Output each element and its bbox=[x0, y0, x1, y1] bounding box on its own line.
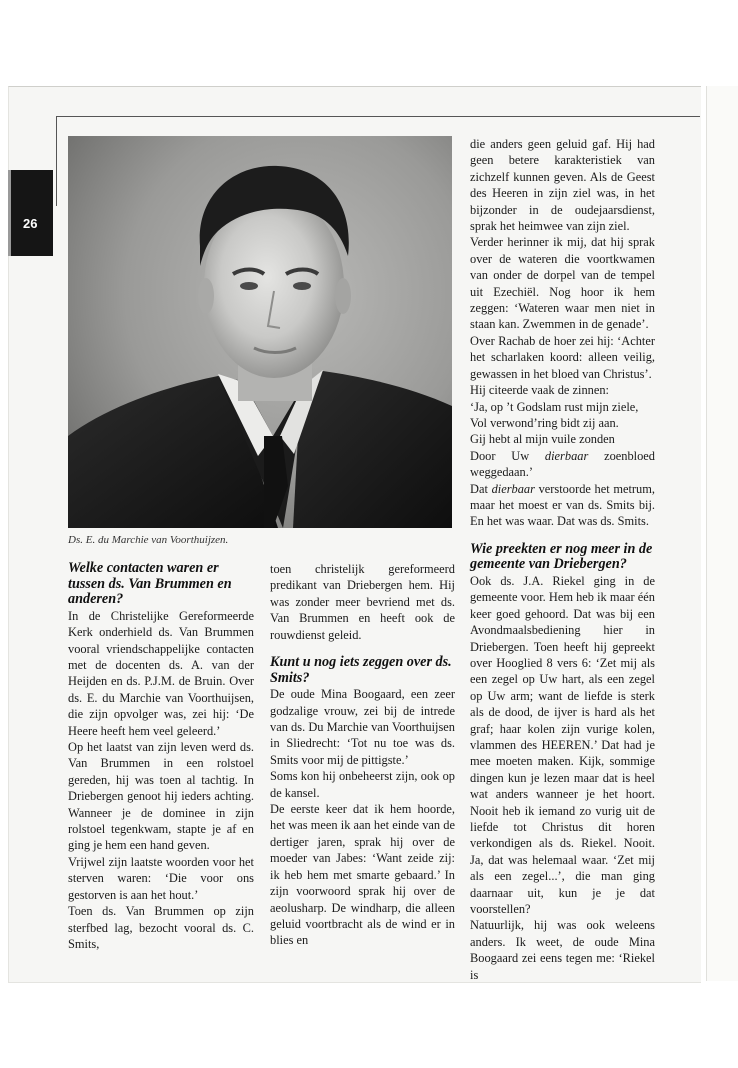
portrait-photo bbox=[68, 136, 452, 528]
paragraph: Vrijwel zijn laatste woorden voor het sterven waren: ‘Die voor ons gestorven is aan het hout.’ bbox=[68, 854, 254, 902]
paragraph: toen christelijk gereformeerd predikant van Driebergen hem. Hij was zonder meer bevriend met ds. Van Brummen en heeft ook de rouwdienst geleid. bbox=[270, 562, 455, 642]
left-rule bbox=[56, 116, 57, 206]
verse-emphasis: dierbaar bbox=[544, 448, 589, 463]
section-heading-smits: Kunt u nog iets zeggen over ds. Smits? bbox=[270, 654, 452, 686]
column-3 bbox=[470, 136, 655, 983]
paragraph bbox=[470, 481, 655, 530]
verse-text: zoenbloed weggedaan.’ bbox=[470, 448, 655, 480]
paragraph: In de Christelijke Gereformeerde Kerk onderhield ds. Van Brummen vooral vriendschappelijke contacten met de docenten ds. A. van der Heijden en ds. P.J.M. de Bruin. Over ds. E. du Marchie van Voorthuijsen, die zijn opvolger was, zei hij: ‘De Heere heeft hem veel geleerd.’ bbox=[68, 608, 254, 738]
top-rule bbox=[56, 116, 700, 117]
paragraph: Verder herinner ik mij, dat hij sprak over de wateren die voortkwamen van onder de dorpel van de tempel uit Ezechiël. Nog hoor ik hem zeggen: ‘Wateren waar men niet in staan kan. Zwemmen in de genade’. bbox=[470, 235, 655, 332]
page-number-tab bbox=[8, 170, 53, 256]
verse-text: Door Uw bbox=[470, 448, 545, 463]
paragraph: De oude Mina Boogaard, een zeer godzalige vrouw, zei bij de intrede van ds. Du Marchie van Voorthuijsen in Sliedrecht: ‘Tot nu toe was ds. Smits voor mij de pittigste.’ bbox=[270, 687, 455, 767]
section-heading-driebergen: Wie preekten er nog meer in de gemeente van Driebergen? bbox=[470, 540, 653, 573]
paragraph: die anders geen geluid gaf. Hij had geen betere karakteristiek van zichzelf kunnen geven. Als de Geest des Heeren in zijn ziel was, in het bijzonder in de oudejaarsdienst, sprak het heimwee van zijn ziel. bbox=[470, 137, 655, 234]
paragraph: Soms kon hij onbeheerst zijn, ook op de kansel. bbox=[270, 769, 455, 800]
verse-line bbox=[470, 448, 655, 481]
photo-caption: Ds. E. du Marchie van Voorthuijzen. bbox=[68, 534, 229, 546]
page-number: 26 bbox=[23, 216, 38, 231]
paragraph: Natuurlijk, hij was ook weleens anders. Ik weet, de oude Mina Boogaard zei eens tegen me: ‘Riekel is bbox=[470, 918, 655, 982]
paragraph: De eerste keer dat ik hem hoorde, het was meen ik aan het einde van de dertiger jaren, sprak hij over de moeder van Jabes: ‘Want zeide zij: ik heb hem met smarte gebaard.’ In zijn voorwoord sprak hij over de aeolusharp. De windharp, die alleen geluid voortbracht als de wind er in blies en bbox=[270, 802, 455, 948]
column-2 bbox=[270, 561, 455, 949]
paragraph-text: verstoorde het metrum, maar het moest er van ds. Smits bij. En het was waar. Dat was ds. Smits. bbox=[470, 481, 655, 529]
verse-line: ‘Ja, op ’t Godslam rust mijn ziele, bbox=[470, 399, 639, 414]
next-page-edge bbox=[706, 86, 738, 981]
verse-line: Gij hebt al mijn vuile zonden bbox=[470, 432, 615, 447]
paragraph: Over Rachab de hoer zei hij: ‘Achter het scharlaken koord: alleen veilig, gewassen in het bloed van Christus’. bbox=[470, 333, 655, 381]
paragraph: Op het laatst van zijn leven werd ds. Van Brummen in een rolstoel gereden, hij was toen al tachtig. In Driebergen genoot hij ieders achting. Wanneer je de dominee in zijn rolstoel tegenkwam, stapte je af en ging je hem een hand geven. bbox=[68, 740, 254, 853]
paragraph: Toen ds. Van Brummen op zijn sterfbed lag, bezocht vooral ds. C. Smits, bbox=[68, 904, 254, 951]
paragraph: Hij citeerde vaak de zinnen: bbox=[470, 383, 609, 398]
column-1 bbox=[68, 561, 254, 952]
paragraph: Ook ds. J.A. Riekel ging in de gemeente voor. Hem heb ik maar één keer goed gehoord. Dat was bij een Avondmaalsbediening hier in Driebergen. Toen heeft hij gepreekt over Hooglied 8 vers 6: ‘Zet mij als een zegel op Uw hart, als een zegel op Uw arm; want de liefde is sterk als de dood, de ijver is hard als het graf; haar kolen zijn vurige kolen, vlammen des HEEREN.’ Dat had je mee moeten maken. Kijk, sommige dingen kun je lezen maar dat is heel wat anders wanneer je het hoort. Nooit heb ik iemand zo vurig uit de liefde tot Christus dit horen verkondigen als ds. Riekel. Nooit. Ja, dat was helemaal waar. ‘Zet mij als een zegel...’, die man ging daarnaar uit, kun je je dat voorstellen? bbox=[470, 573, 655, 917]
paragraph-text: Dat bbox=[470, 481, 492, 496]
section-heading-contacts: Welke contacten waren er tussen ds. Van Brummen en anderen? bbox=[68, 560, 232, 608]
paragraph-emphasis: dierbaar bbox=[491, 481, 535, 496]
verse-line: Vol verwond’ring bidt zij aan. bbox=[470, 415, 619, 430]
portrait-image bbox=[68, 136, 452, 528]
